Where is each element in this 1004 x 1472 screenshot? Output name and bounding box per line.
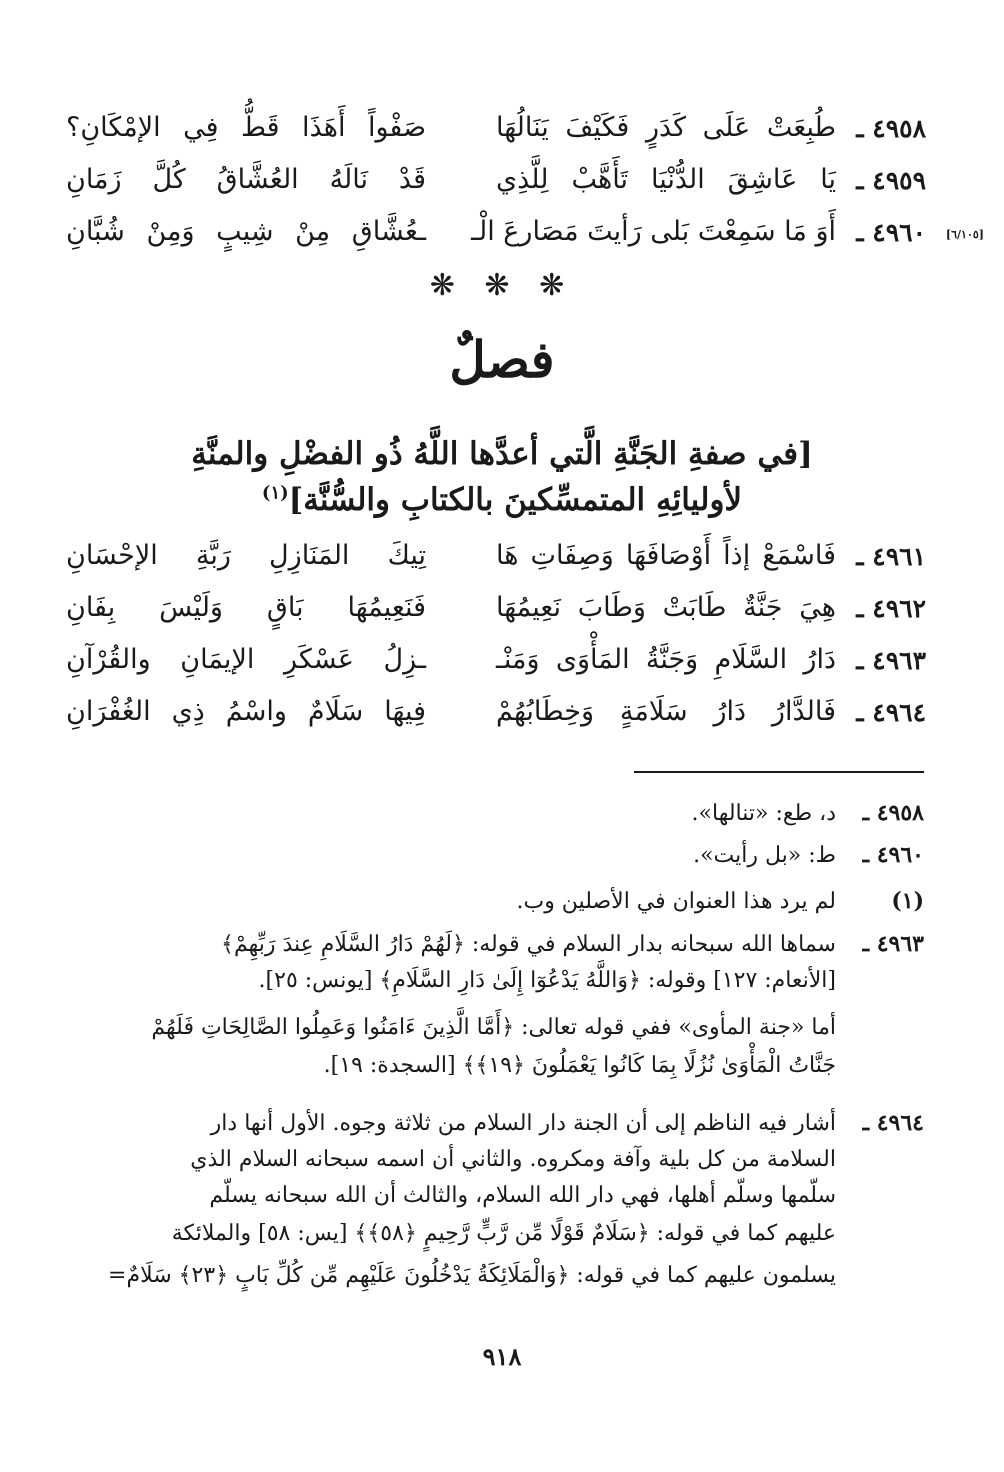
verse-first-hemistich: فَالدَّارُ دَارُ سَلَامَةٍ وَخِطَابُهُمْ (496, 696, 836, 727)
verse-4962 (66, 592, 926, 636)
section-title-line-2 (0, 482, 1004, 518)
footnote-4963-line-2: [الأنعام: ١٢٧] وقوله: ﴿وَاللَّهُ يَدْعُوٓا إِلَىٰ دَارِ السَّلَامِ﴾ [يونس: ٢٥]. (258, 968, 836, 993)
section-title-text: لأوليائِهِ المتمسِّكينَ بالكتابِ والسُّنَّة] (288, 482, 743, 518)
footnote-number: ٤٩٦٠ ـ (862, 842, 924, 868)
page-number: ٩١٨ (482, 1342, 522, 1371)
verse-number: ٤٩٥٩ ـ (856, 166, 926, 195)
footnote-number: ٤٩٦٤ ـ (862, 1110, 924, 1136)
footnote-text: د، طع: «تنالها». (691, 801, 836, 826)
verse-first-hemistich: دَارُ السَّلَامِ وَجَنَّةُ المَأْوَى وَمَنْـ (496, 644, 836, 675)
footnote-number: (١) (891, 888, 924, 914)
verse-number: ٤٩٦٣ ـ (856, 646, 926, 675)
verse-number: ٤٩٦٢ ـ (856, 594, 926, 623)
footnote-4963-line-4: جَنَّاتُ الْمَأْوَىٰ نُزُلًا بِمَا كَانُوا يَعْمَلُونَ ﴿١٩﴾﴾ [السجدة: ١٩]. (323, 1053, 836, 1078)
footnote-ref: (١) (261, 482, 289, 504)
footnote-4964-line-5: يسلمون عليهم كما في قوله: ﴿وَالْمَلَائِكَةُ يَدْخُلُونَ عَلَيْهِم مِّن كُلِّ بَابٍ ﴿٢٣﴾ سَلَامٌ= (108, 1263, 836, 1288)
footnote-4963-line-1: سماها الله سبحانه بدار السلام في قوله: ﴿لَهُمْ دَارُ السَّلَامِ عِندَ رَبِّهِمْ﴾ (221, 932, 836, 957)
verse-first-hemistich: أَوَ مَا سَمِعْتَ بَلى رَأيتَ مَصَارعَ الْـ (471, 216, 836, 247)
verse-second-hemistich: فَنَعِيمُهَا بَاقٍ وَلَيْسَ بِفَانِ (66, 592, 426, 623)
verse-number: ٤٩٦٠ ـ (856, 218, 926, 247)
footnote-number: ٤٩٥٨ ـ (862, 800, 924, 826)
verse-number: ٤٩٥٨ ـ (856, 114, 926, 143)
footnote-4964-line-4: عليهم كما في قوله: ﴿سَلَامٌ قَوْلًا مِّن رَّبٍّ رَّحِيمٍ ﴿٥٨﴾﴾ [يس: ٥٨] والملائكة (171, 1221, 836, 1246)
footnote-divider (634, 771, 924, 773)
verse-number: ٤٩٦٤ ـ (856, 698, 926, 727)
verse-second-hemistich: تِيكَ المَنَازِلِ رَبَّةِ الإحْسَانِ (66, 540, 426, 571)
section-heading: فصلٌ (449, 330, 555, 389)
footnote-number: ٤٩٦٣ ـ (862, 931, 924, 957)
verse-first-hemistich: يَا عَاشِقَ الدُّنْيَا تَأَهَّبْ لِلَّذِي (496, 164, 836, 195)
verse-4959 (66, 164, 926, 208)
verse-second-hemistich: صَفْواً أَهَذَا قَطُّ فِي الإمْكَانِ؟ (66, 112, 426, 143)
verse-second-hemistich: ـعُشَّاقِ مِنْ شِيبٍ وَمِنْ شُبَّانِ (66, 216, 426, 247)
verse-4958 (66, 112, 926, 156)
verse-second-hemistich: ـزِلُ عَسْكَرِ الإيمَانِ والقُرْآنِ (66, 644, 426, 675)
verse-number: ٤٩٦١ ـ (856, 542, 926, 571)
section-title-line-1: [في صفةِ الجَنَّةِ الَّتي أعدَّها اللَّهُ ذُو الفضْلِ والمنَّةِ (191, 436, 813, 472)
footnote-text: ط: «بل رأيت». (693, 843, 836, 868)
verse-second-hemistich: فِيهَا سَلَامٌ واسْمُ ذِي الغُفْرَانِ (66, 696, 426, 727)
section-separator: ❋ ❋ ❋ (429, 268, 575, 303)
footnote-4964-line-3: سلّمها وسلّم أهلها، فهي دار الله السلام، والثالث أن الله سبحانه يسلّم (209, 1183, 836, 1208)
verse-4961 (66, 540, 926, 584)
verse-first-hemistich: هِيَ جَنَّةٌ طَابَتْ وَطَابَ نَعِيمُهَا (496, 592, 836, 623)
verse-first-hemistich: فَاسْمَعْ إذاً أَوْصَافَهَا وَصِفَاتِ هَا (496, 540, 836, 571)
verse-4964 (66, 696, 926, 740)
verse-second-hemistich: قَدْ نَالَهُ العُشَّاقُ كُلَّ زَمَانِ (66, 164, 426, 195)
footnote-4963-line-3: أما «جنة المأوى» ففي قوله تعالى: ﴿أَمَّا الَّذِينَ ءَامَنُوا وَعَمِلُوا الصَّالِحَاتِ فَلَهُمْ (151, 1015, 836, 1040)
footnote-4964-line-1: أشار فيه الناظم إلى أن الجنة دار السلام من ثلاثة وجوه. الأول أنها دار (210, 1111, 836, 1136)
manuscript-marker: [٦/١٠٥] (945, 228, 984, 241)
footnote-text: لم يرد هذا العنوان في الأصلين وب. (516, 889, 836, 914)
verse-first-hemistich: طُبِعَتْ عَلَى كَدَرٍ فَكَيْفَ يَنَالُهَا (496, 112, 836, 143)
verse-4960 (66, 216, 984, 260)
footnote-4964-line-2: السلامة من كل بلية وآفة ومكروه. والثاني أن اسمه سبحانه السلام الذي (190, 1147, 836, 1172)
verse-4963 (66, 644, 926, 688)
